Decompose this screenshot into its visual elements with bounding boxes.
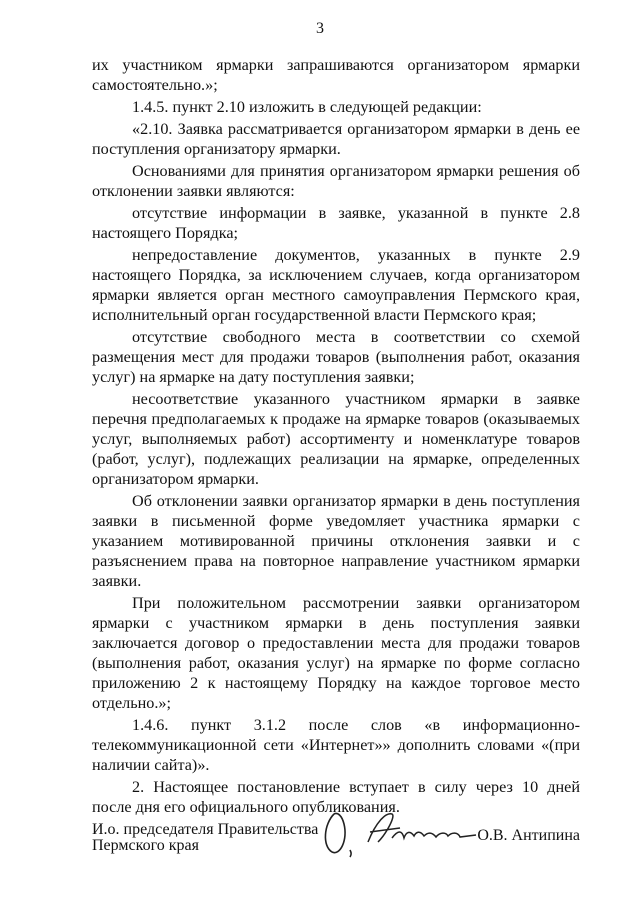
signature-block: [92, 822, 580, 866]
paragraph: отсутствие свободного места в соответствии со схемой размещения мест для продажи товаров (выполнения работ, оказания услуг) на ярмарке на дату поступления заявки;: [92, 328, 580, 386]
paragraph: «2.10. Заявка рассматривается организатором ярмарки в день ее поступления организатору ярмарки.: [92, 120, 580, 158]
paragraph: отсутствие информации в заявке, указанной в пункте 2.8 настоящего Порядка;: [92, 204, 580, 242]
paragraph: несоответствие указанного участником ярмарки в заявке перечня предполагаемых к продаже на ярмарке товаров (оказываемых услуг, выполняемых работ) ассортименту и номенклатуре товаров (работ, услуг), подлежащих реализации на ярмарке, определенных организатором ярмарки.: [92, 390, 580, 488]
document-body: [92, 55, 580, 819]
paragraph: Об отклонении заявки организатор ярмарки в день поступления заявки в письменной форме уведомляет участника ярмарки с указанием мотивированной причины отклонения заявки и с разъяснением права на повторное направление участником ярмарки заявки.: [92, 492, 580, 590]
paragraph: При положительном рассмотрении заявки организатором ярмарки с участником ярмарки в день поступления заявки заключается договор о предоставлении места для продажи товаров (выполнения работ, оказания услуг) на ярмарке по форме согласно приложению 2 к настоящему Порядку на каждое торговое место отдельно.»;: [92, 594, 580, 712]
signatory-position-line: Пермского края: [92, 837, 199, 854]
page-number: 3: [316, 20, 324, 37]
paragraph: их участником ярмарки запрашиваются организатором ярмарки самостоятельно.»;: [92, 56, 580, 94]
paragraph: 1.4.6. пункт 3.1.2 после слов «в информационно-телекоммуникационной сети «Интернет»» дополнить словами «(при наличии сайта)».: [92, 716, 580, 774]
signatory-position-line: И.о. председателя Правительства: [92, 821, 319, 838]
handwritten-signature: [320, 802, 480, 862]
paragraph: 2. Настоящее постановление вступает в силу через 10 дней после дня его официального опубликования.: [92, 778, 580, 816]
signatory-name: О.В. Антипина: [477, 827, 580, 844]
signatory-position: [92, 822, 318, 854]
paragraph: Основаниями для принятия организатором ярмарки решения об отклонении заявки являются:: [92, 162, 580, 200]
paragraph: 1.4.5. пункт 2.10 изложить в следующей редакции:: [132, 98, 482, 116]
paragraph: непредоставление документов, указанных в пункте 2.9 настоящего Порядка, за исключением случаев, когда организатором ярмарки является орган местного самоуправления Пермского края, исполнительный орган государственной власти Пермского края;: [92, 246, 580, 324]
